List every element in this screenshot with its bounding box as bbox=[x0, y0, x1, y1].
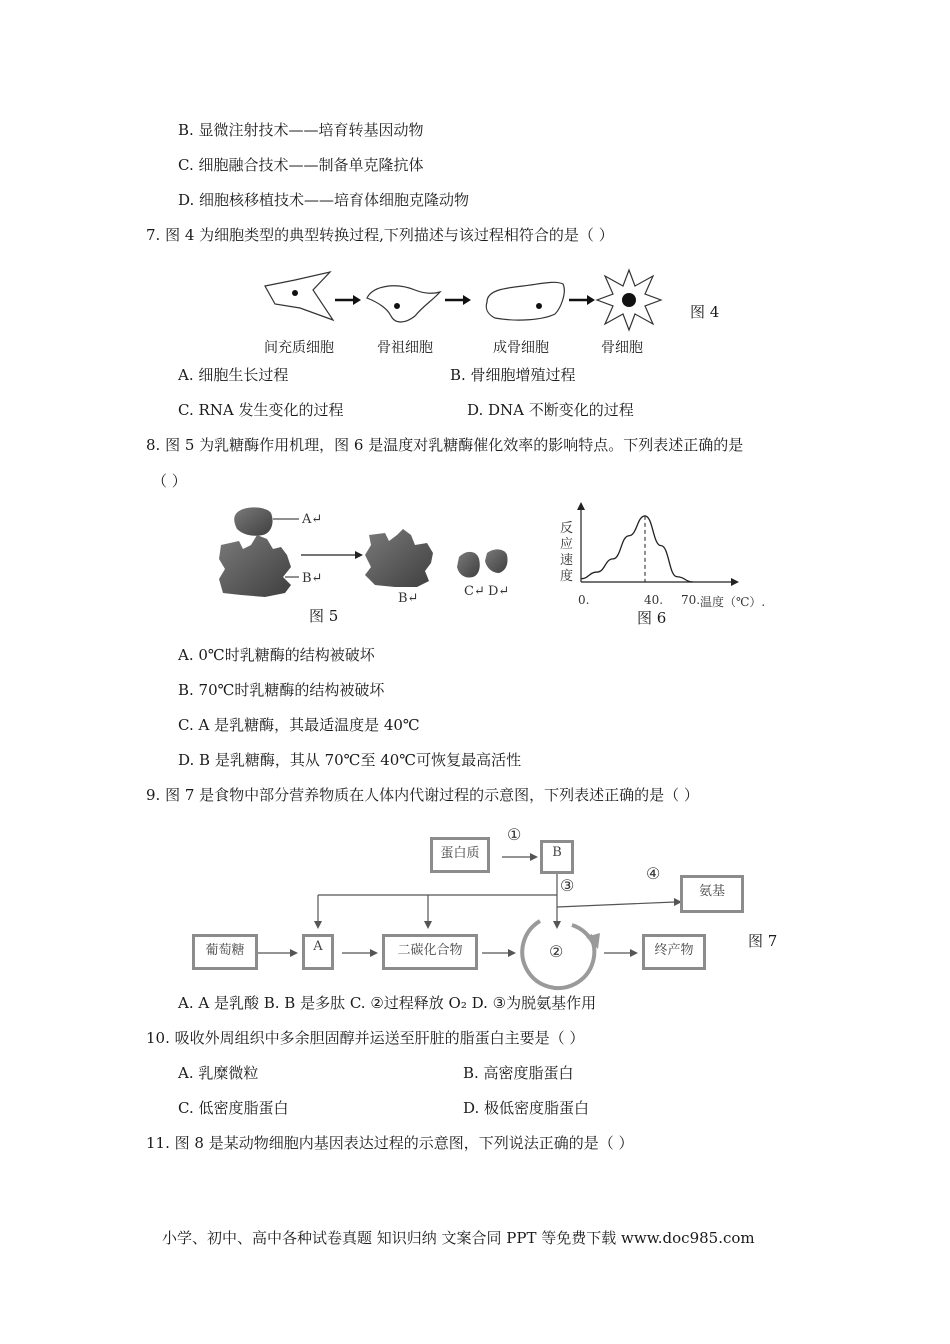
mesenchymal-nucleus bbox=[292, 290, 298, 296]
q10-option-a: A. 乳糜微粒 bbox=[178, 1064, 259, 1082]
q10-option-d: D. 极低密度脂蛋白 bbox=[463, 1099, 590, 1117]
rate-curve bbox=[581, 516, 693, 582]
arrow-3 bbox=[587, 295, 595, 305]
chart-xlabel: 温度（℃）. bbox=[700, 595, 766, 609]
osteoprogenitor-cell bbox=[367, 286, 440, 322]
q7-option-b: B. 骨细胞增殖过程 bbox=[450, 366, 576, 384]
reaction-arrow bbox=[355, 551, 363, 559]
product-d-shape bbox=[485, 549, 508, 573]
fig7-label: 图 7 bbox=[748, 932, 778, 950]
box-protein: 蛋白质 bbox=[430, 837, 490, 873]
q8-option-d: D. B 是乳糖酶，其从 70℃至 40℃可恢复最高活性 bbox=[178, 751, 522, 769]
cell-label-mesenchymal: 间充质细胞 bbox=[264, 340, 334, 356]
cell-label-osteoblast: 成骨细胞 bbox=[493, 340, 549, 356]
q8-option-c: C. A 是乳糖酶，其最适温度是 40℃ bbox=[178, 716, 420, 734]
q7-option-d: D. DNA 不断变化的过程 bbox=[467, 401, 634, 419]
fig6-label: 图 6 bbox=[637, 609, 667, 627]
osteoblast-nucleus bbox=[536, 303, 542, 309]
cell-transition-figure bbox=[255, 268, 695, 338]
x-tick-40: 40. bbox=[644, 593, 664, 607]
q8-option-a: A. 0℃时乳糖酶的结构被破坏 bbox=[178, 646, 375, 664]
box-b: B bbox=[540, 840, 574, 874]
x-axis-arrow bbox=[731, 578, 739, 586]
q6-option-b: B. 显微注射技术——培育转基因动物 bbox=[178, 121, 424, 139]
page-footer: 小学、初中、高中各种试卷真题 知识归纳 文案合同 PPT 等免费下载 www.doc985.com bbox=[162, 1229, 755, 1247]
cell-label-osteoprogenitor: 骨祖细胞 bbox=[377, 340, 433, 356]
marker-1: ① bbox=[507, 825, 522, 844]
q9-stem: 9. 图 7 是食物中部分营养物质在人体内代谢过程的示意图，下列表述正确的是（ ） bbox=[146, 786, 699, 804]
q11-stem: 11. 图 8 是某动物细胞内基因表达过程的示意图，下列说法正确的是（ ） bbox=[146, 1134, 634, 1152]
q10-stem: 10. 吸收外周组织中多余胆固醇并运送至肝脏的脂蛋白主要是（ ） bbox=[146, 1029, 585, 1047]
box-a: A bbox=[302, 934, 334, 970]
arrow-2 bbox=[463, 295, 471, 305]
q7-option-c: C. RNA 发生变化的过程 bbox=[178, 401, 344, 419]
q7-stem: 7. 图 4 为细胞类型的典型转换过程,下列描述与该过程相符合的是（ ） bbox=[146, 226, 614, 244]
label-b: B↵ bbox=[302, 571, 323, 586]
x-tick-70: 70. bbox=[681, 593, 701, 607]
marker-3: ③ bbox=[560, 876, 575, 895]
q6-option-d: D. 细胞核移植技术——培育体细胞克隆动物 bbox=[178, 191, 470, 209]
q9-options: A. A 是乳酸 B. B 是多肽 C. ②过程释放 O₂ D. ③为脱氨基作用 bbox=[178, 994, 597, 1012]
box-end-product: 终产物 bbox=[642, 934, 706, 970]
q7-option-a: A. 细胞生长过程 bbox=[178, 366, 289, 384]
fig5-label: 图 5 bbox=[309, 607, 339, 625]
fig4-label: 图 4 bbox=[690, 303, 720, 321]
chart-ylabel: 反 应 速 度 bbox=[560, 521, 574, 584]
box-amino: 氨基 bbox=[680, 875, 744, 913]
arrow-1 bbox=[353, 295, 361, 305]
label-b-after: B↵ bbox=[398, 591, 419, 606]
enzyme-b-shape bbox=[219, 535, 291, 597]
label-c: C↵ bbox=[464, 584, 485, 599]
q8-option-b: B. 70℃时乳糖酶的结构被破坏 bbox=[178, 681, 385, 699]
box-two-carbon: 二碳化合物 bbox=[382, 934, 478, 970]
product-c-shape bbox=[457, 552, 480, 578]
q6-option-c: C. 细胞融合技术——制备单克隆抗体 bbox=[178, 156, 424, 174]
marker-2: ② bbox=[549, 942, 564, 961]
label-d: D↵ bbox=[488, 584, 510, 599]
osteoblast-cell bbox=[486, 282, 564, 320]
label-a: A↵ bbox=[302, 512, 323, 527]
q8-paren: （ ） bbox=[152, 472, 187, 490]
marker-4: ④ bbox=[646, 864, 661, 883]
box-glucose: 葡萄糖 bbox=[192, 934, 258, 970]
y-axis-arrow bbox=[577, 502, 585, 510]
enzyme-mechanism-figure bbox=[215, 505, 535, 605]
q10-option-c: C. 低密度脂蛋白 bbox=[178, 1099, 289, 1117]
mesenchymal-cell bbox=[265, 272, 333, 320]
cell-label-osteocyte: 骨细胞 bbox=[601, 340, 643, 356]
substrate-a-shape bbox=[234, 507, 272, 535]
osteoprogenitor-nucleus bbox=[394, 303, 400, 309]
q8-stem: 8. 图 5 为乳糖酶作用机理，图 6 是温度对乳糖酶催化效率的影响特点。下列表述正确的是 bbox=[146, 436, 744, 454]
enzyme-b-after-shape bbox=[365, 529, 433, 587]
osteocyte-nucleus bbox=[622, 293, 636, 307]
q10-option-b: B. 高密度脂蛋白 bbox=[463, 1064, 574, 1082]
x-tick-0: 0. bbox=[578, 593, 590, 607]
